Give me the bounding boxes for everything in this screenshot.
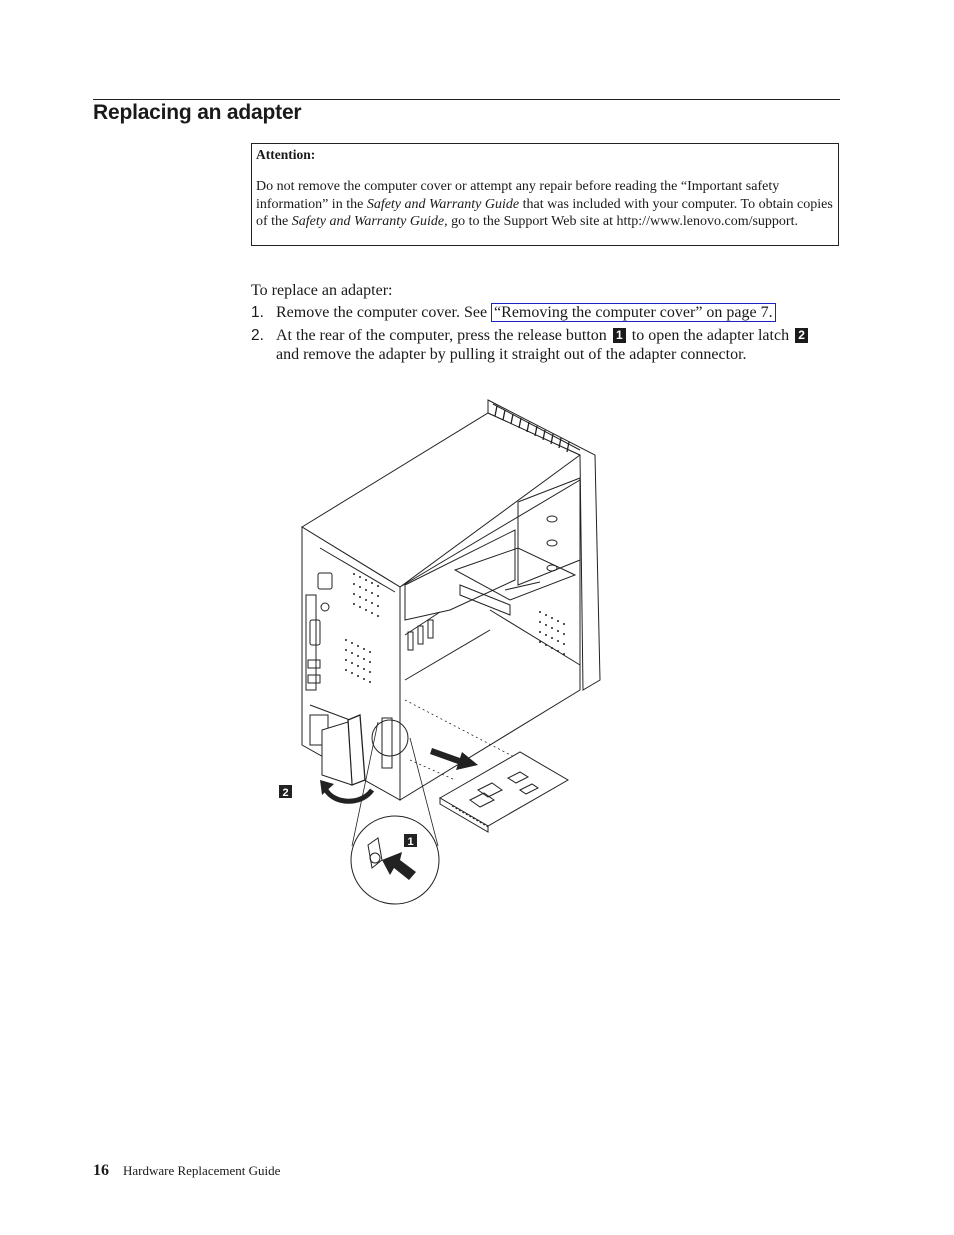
figure-callout-1: 1	[407, 836, 414, 848]
callout-2-badge: 2	[795, 328, 808, 343]
callout-1-badge: 1	[613, 328, 626, 343]
book-title: Hardware Replacement Guide	[123, 1163, 281, 1178]
step-2-text-a: At the rear of the computer, press the release button	[276, 327, 611, 344]
page-footer	[93, 1162, 280, 1180]
attention-guide-title-2: Safety and Warranty Guide	[291, 214, 445, 230]
attention-text-part-1: Do not remove the computer cover or attempt any repair before reading the “Important safety information” in the	[256, 179, 780, 212]
step-2	[251, 326, 821, 364]
step-2-text-c: and remove the adapter by pulling it straight out of the adapter connector.	[276, 346, 747, 363]
attention-heading: Attention:	[256, 147, 316, 162]
attention-text-part-3: , go to the Support Web site at http://www.lenovo.com/support.	[444, 214, 798, 230]
procedure-intro: To replace an adapter:	[251, 282, 393, 299]
step-2-number: 2.	[251, 327, 264, 344]
page-number: 16	[93, 1162, 109, 1179]
step-2-text-b: to open the adapter latch	[627, 327, 794, 344]
figure-callout-2: 2	[282, 787, 289, 799]
section-rule	[93, 99, 840, 100]
step-1-text: Remove the computer cover. See	[276, 304, 492, 321]
section-title: Replacing an adapter	[93, 101, 302, 124]
step-1-number: 1.	[251, 304, 264, 321]
cross-reference-link[interactable]: “Removing the computer cover” on page 7.	[491, 303, 776, 322]
attention-text-part-2: that was included with your computer. To obtain copies of the	[256, 196, 833, 230]
attention-text	[256, 178, 833, 230]
adapter-removal-illustration	[270, 395, 610, 905]
attention-guide-title-1: Safety and Warranty Guide	[366, 196, 520, 212]
step-1	[251, 303, 821, 322]
latch-open-arrow	[326, 790, 372, 801]
attention-notice-box	[251, 143, 839, 246]
